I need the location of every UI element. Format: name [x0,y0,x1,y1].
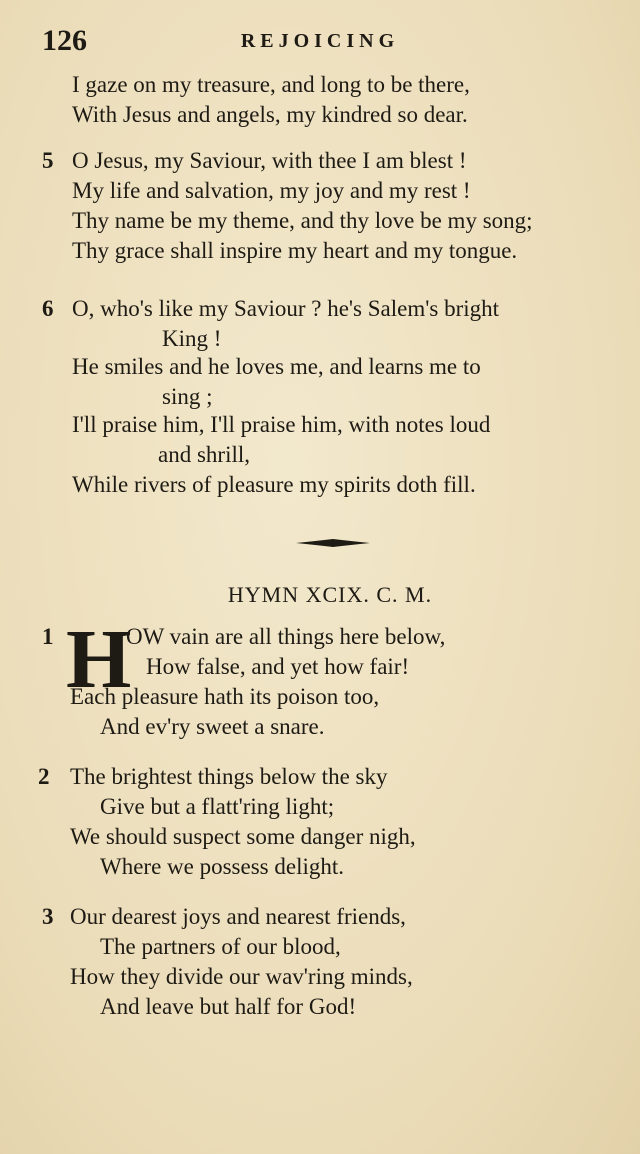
verse-line: And ev'ry sweet a snare. [100,714,325,739]
verse-line: OW vain are all things here below, [126,624,446,649]
verse-line: Give but a flatt'ring light; [100,794,335,819]
verse-line: And leave but half for God! [100,994,357,1019]
verse-line: and shrill, [158,442,250,467]
verse-line: How false, and yet how fair! [146,654,410,679]
verse-line: I'll praise him, I'll praise him, with notes loud [72,412,491,437]
verse-number: 3 [42,904,54,929]
verse-number: 2 [38,764,50,789]
hymn-title: HYMN XCIX. C. M. [227,582,433,607]
verse-line: With Jesus and angels, my kindred so dear. [72,102,468,127]
verse-line: O Jesus, my Saviour, with thee I am blest ! [72,148,467,173]
verse-line: The brightest things below the sky [70,764,388,789]
verse-line: Thy grace shall inspire my heart and my tongue. [72,238,518,263]
page-number: 126 [42,24,87,57]
verse-line: My life and salvation, my joy and my rest ! [72,178,471,203]
running-header [0,24,640,64]
verse-number: 6 [42,296,54,321]
verse-line: I gaze on my treasure, and long to be there, [72,72,470,97]
verse-line: sing ; [162,384,213,409]
verse-line: King ! [162,326,222,351]
drop-cap-letter: H [66,613,132,706]
running-title: REJOICING [240,30,400,52]
verse-line: The partners of our blood, [100,934,341,959]
verse-line: Each pleasure hath its poison too, [70,684,380,709]
verse-line: We should suspect some danger nigh, [70,824,416,849]
ornament-divider [296,538,370,548]
verse-line: Thy name be my theme, and thy love be my song; [72,208,533,233]
verse-line: Our dearest joys and nearest friends, [70,904,406,929]
verse-line: O, who's like my Saviour ? he's Salem's bright [72,296,500,321]
verse-number: 1 [42,624,54,649]
verse-line: He smiles and he loves me, and learns me to [72,354,481,379]
verse-line: While rivers of pleasure my spirits doth fill. [72,472,476,497]
verse-line: How they divide our wav'ring minds, [70,964,413,989]
verse-number: 5 [42,148,54,173]
verse-line: Where we possess delight. [100,854,344,879]
